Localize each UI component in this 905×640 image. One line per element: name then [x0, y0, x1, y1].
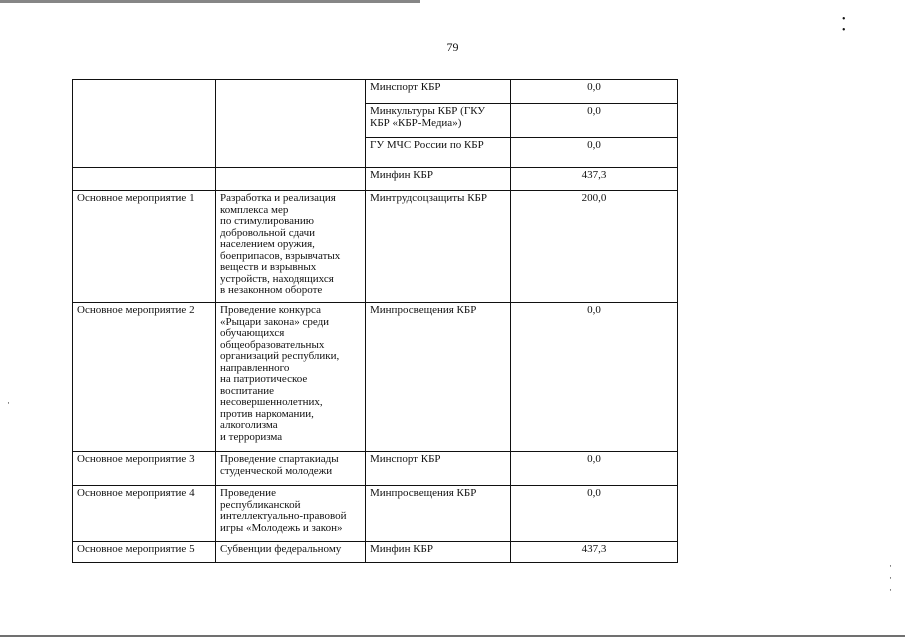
- executor-cell: Минкультуры КБР (ГКУ КБР «КБР-Медиа»): [366, 104, 511, 138]
- table-row: [73, 486, 678, 542]
- description-cell: Проведение республиканской интеллектуально-правовой игры «Молодежь и закон»: [216, 486, 366, 542]
- amount-cell: 437,3: [511, 542, 678, 563]
- table-row: [73, 542, 678, 563]
- amount-cell: 0,0: [511, 452, 678, 486]
- table-row: [73, 191, 678, 303]
- event-cell: Основное мероприятие 1: [73, 191, 216, 303]
- scan-edge-top: [0, 0, 420, 3]
- scan-speck-right: · · ·: [889, 561, 892, 595]
- description-cell: Проведение конкурса «Рыцари закона» среди обучающихся общеобразовательных организаций республики, направленного на патриотическое воспитание несовершеннолетних, против наркомании, алкоголизма и терроризма: [216, 303, 366, 452]
- scan-edge-bottom: [0, 633, 905, 640]
- executor-cell: Минпросвещения КБР: [366, 303, 511, 452]
- page-number: 79: [446, 40, 459, 54]
- event-cell: Основное мероприятие 2: [73, 303, 216, 452]
- program-events-table: [72, 79, 678, 563]
- description-cell: [216, 80, 366, 168]
- amount-cell: 0,0: [511, 104, 678, 138]
- scan-specks: • •: [842, 14, 874, 36]
- description-cell: Субвенции федеральному: [216, 542, 366, 563]
- executor-cell: Минфин КБР: [366, 542, 511, 563]
- amount-cell: 0,0: [511, 303, 678, 452]
- amount-cell: 0,0: [511, 486, 678, 542]
- amount-cell: 200,0: [511, 191, 678, 303]
- description-cell: [216, 168, 366, 191]
- table-row: [73, 303, 678, 452]
- amount-cell: 0,0: [511, 138, 678, 168]
- executor-cell: Минспорт КБР: [366, 452, 511, 486]
- event-cell: Основное мероприятие 5: [73, 542, 216, 563]
- table-row: [73, 168, 678, 191]
- event-cell: Основное мероприятие 4: [73, 486, 216, 542]
- table-row: [73, 452, 678, 486]
- amount-cell: 437,3: [511, 168, 678, 191]
- event-cell: Основное мероприятие 3: [73, 452, 216, 486]
- event-cell: [73, 80, 216, 168]
- executor-cell: Минтрудсоцзащиты КБР: [366, 191, 511, 303]
- executor-cell: Минфин КБР: [366, 168, 511, 191]
- executor-cell: ГУ МЧС России по КБР: [366, 138, 511, 168]
- executor-cell: Минспорт КБР: [366, 80, 511, 104]
- table-row: [73, 80, 678, 104]
- event-cell: [73, 168, 216, 191]
- amount-cell: 0,0: [511, 80, 678, 104]
- description-cell: Разработка и реализация комплекса мер по стимулированию добровольной сдачи населением оружия, боеприпасов, взрывчатых веществ и взрывных устройств, находящихся в незаконном обороте: [216, 191, 366, 303]
- executor-cell: Минпросвещения КБР: [366, 486, 511, 542]
- scan-speck-left: ·: [7, 398, 10, 408]
- description-cell: Проведение спартакиады студенческой молодежи: [216, 452, 366, 486]
